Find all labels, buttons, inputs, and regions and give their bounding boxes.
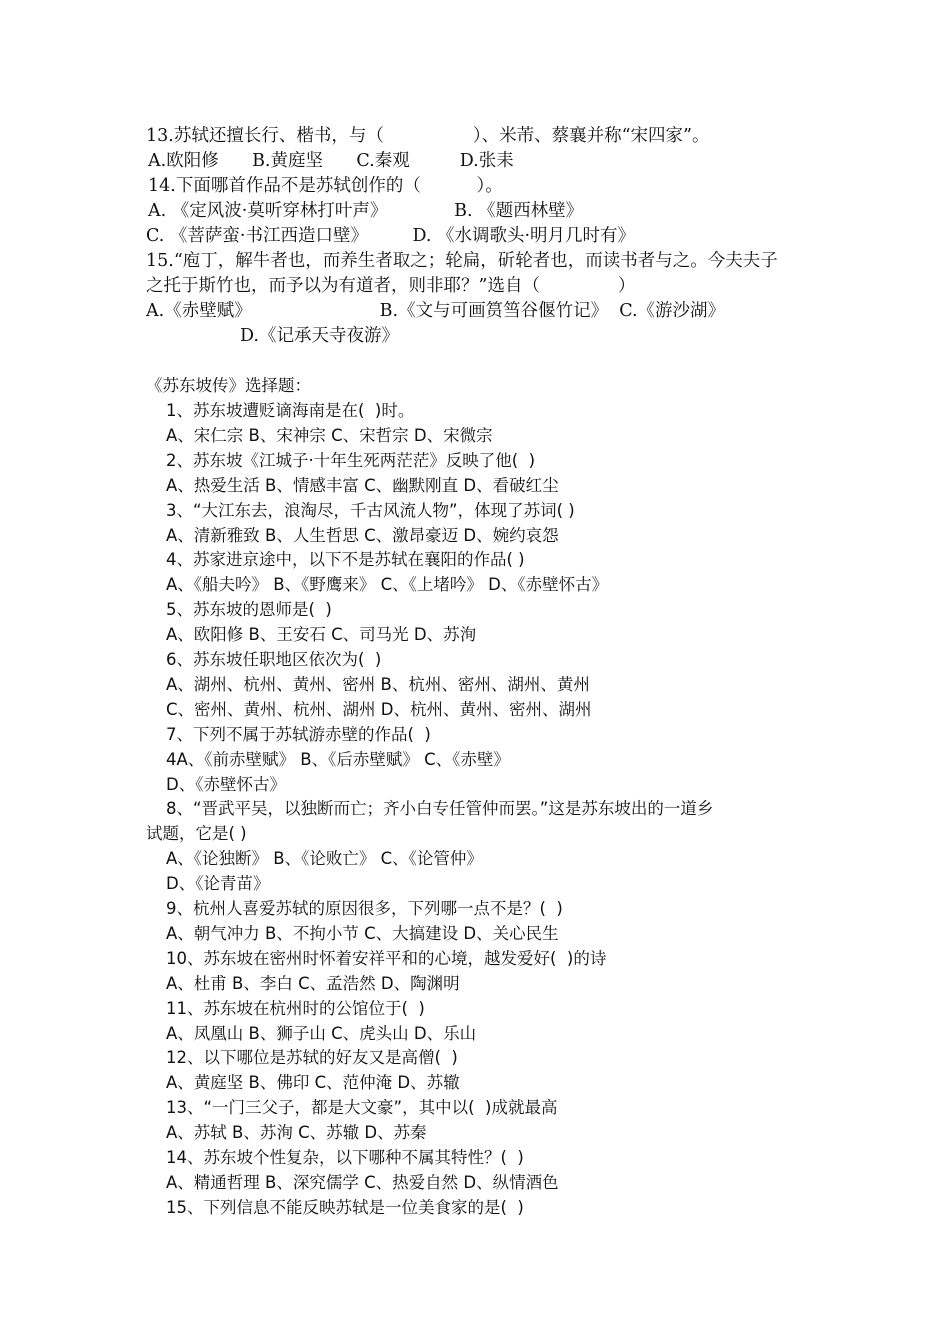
question-line: 3、“大江东去，浪淘尽，千古风流人物”，体现了苏词( ) bbox=[166, 500, 575, 520]
question-line: A、湖州、杭州、黄州、密州 B、杭州、密州、湖州、黄州 bbox=[166, 674, 590, 694]
question-line: D、《赤壁怀古》 bbox=[166, 774, 286, 794]
section-title: 《苏东坡传》选择题： bbox=[146, 376, 311, 395]
question-line: D、《论青苗》 bbox=[166, 874, 270, 894]
question-15-option-d: D.《记承天寺夜游》 bbox=[240, 326, 399, 346]
question-line: 12、以下哪位是苏轼的好友又是高僧( ) bbox=[166, 1048, 458, 1068]
question-line: A、杜甫 B、李白 C、孟浩然 D、陶渊明 bbox=[166, 973, 460, 993]
question-line: 试题，它是( ) bbox=[146, 824, 247, 844]
question-line: 7、下列不属于苏轼游赤壁的作品( ) bbox=[166, 724, 431, 744]
question-line: A、清新雅致 B、人生哲思 C、激昂豪迈 D、婉约哀怨 bbox=[166, 525, 559, 545]
question-line: A、黄庭坚 B、佛印 C、范仲淹 D、苏辙 bbox=[166, 1073, 460, 1093]
question-15-line-1: 15.“庖丁，解牛者也，而养生者取之；轮扁，斫轮者也，而读书者与之。今夫夫子 bbox=[146, 251, 778, 271]
question-line: 8、“晋武平吴，以独断而亡；齐小白专任管仲而罢。”这是苏东坡出的一道乡 bbox=[166, 799, 714, 819]
question-15-options-abc: A.《赤壁赋》 B.《文与可画筼筜谷偃竹记》 C.《游沙湖》 bbox=[146, 301, 726, 321]
question-line: 6、苏东坡任职地区依次为( ) bbox=[166, 650, 382, 669]
question-line: 4A、《前赤壁赋》 B、《后赤壁赋》 C、《赤壁》 bbox=[166, 749, 510, 769]
question-line: A、精通哲理 B、深究儒学 C、热爱自然 D、纵情酒色 bbox=[166, 1172, 559, 1192]
question-13-options: A.欧阳修 B.黄庭坚 C.秦观 D.张耒 bbox=[148, 151, 514, 171]
question-line: 2、苏东坡《江城子·十年生死两茫茫》反映了他( ) bbox=[166, 450, 536, 470]
question-line: A、苏轼 B、苏洵 C、苏辙 D、苏秦 bbox=[166, 1123, 427, 1143]
question-line: 4、苏家进京途中，以下不是苏轼在襄阳的作品( ) bbox=[166, 550, 525, 570]
question-13: 13.苏轼还擅长行、楷书，与（ ）、米芾、蔡襄并称“宋四家”。 bbox=[146, 126, 710, 146]
question-line: 14、苏东坡个性复杂，以下哪种不属其特性？( ) bbox=[166, 1148, 524, 1167]
question-line: A、《论独断》 B、《论败亡》 C、《论管仲》 bbox=[166, 849, 483, 869]
question-line: A、朝气冲力 B、不拘小节 C、大搞建设 D、关心民生 bbox=[166, 923, 559, 943]
question-line: 10、苏东坡在密州时怀着安祥平和的心境，越发爱好( )的诗 bbox=[166, 948, 607, 968]
question-line: 13、“一门三父子，都是大文豪”，其中以( )成就最高 bbox=[166, 1098, 558, 1118]
question-line: 11、苏东坡在杭州时的公馆位于( ) bbox=[166, 998, 425, 1018]
question-line: 1、苏东坡遭贬谪海南是在( )时。 bbox=[166, 401, 415, 420]
question-line: C、密州、黄州、杭州、湖州 D、杭州、黄州、密州、湖州 bbox=[166, 699, 592, 719]
question-line: 9、杭州人喜爱苏轼的原因很多，下列哪一点不是？( ) bbox=[166, 899, 563, 918]
question-14: 14.下面哪首作品不是苏轼创作的（ ）。 bbox=[148, 176, 503, 196]
question-line: 15、下列信息不能反映苏轼是一位美食家的是( ) bbox=[166, 1197, 524, 1217]
question-line: A、凤凰山 B、狮子山 C、虎头山 D、乐山 bbox=[166, 1023, 477, 1043]
question-line: A、欧阳修 B、王安石 C、司马光 D、苏洵 bbox=[166, 625, 477, 645]
question-15-line-2: 之托于斯竹也，而予以为有道者，则非耶？”选自（ ） bbox=[146, 276, 636, 296]
question-line: A、《船夫吟》 B、《野鹰来》 C、《上堵吟》 D、《赤壁怀古》 bbox=[166, 575, 609, 595]
question-line: A、宋仁宗 B、宋神宗 C、宋哲宗 D、宋微宗 bbox=[166, 425, 493, 445]
question-line: 5、苏东坡的恩师是( ) bbox=[166, 600, 332, 620]
question-14-options-ab: A. 《定风波·莫听穿林打叶声》 B. 《题西林壁》 bbox=[148, 201, 584, 221]
question-14-options-cd: C. 《菩萨蛮·书江西造口壁》 D. 《水调歌头·明月几时有》 bbox=[146, 226, 636, 246]
question-line: A、热爱生活 B、情感丰富 C、幽默刚直 D、看破红尘 bbox=[166, 475, 559, 495]
